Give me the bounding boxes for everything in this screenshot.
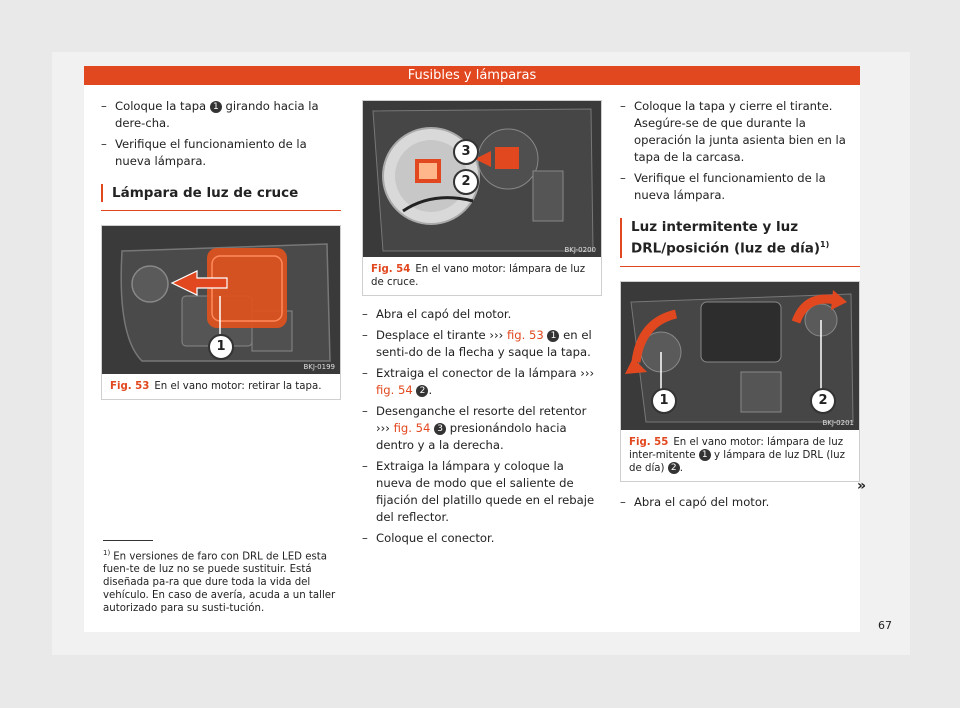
list-item: – Verifique el funcionamiento de la nueva lámpara. (101, 136, 341, 170)
section-title: Lámpara de luz de cruce (101, 184, 341, 202)
section-title: Luz intermitente y luz DRL/posición (luz de día)$^{1)}$ (620, 218, 860, 258)
figure-reference-link[interactable]: fig. 54 (393, 421, 431, 435)
column-middle (362, 100, 602, 551)
step-list (620, 98, 860, 204)
figure-53 (101, 225, 341, 400)
callout-badge: 2 (668, 462, 680, 474)
headlight-photo (363, 101, 601, 257)
column-right (620, 98, 860, 515)
step-list (362, 306, 602, 547)
section-heading (101, 184, 341, 211)
figure-caption: Fig. 53 En el vano motor: retirar la tapa. (110, 381, 322, 392)
list-item: – Desenganche el resorte del retentor ››› fig. 54 3 presionándolo hacia dentro y a la derecha. (362, 403, 602, 454)
figure-caption: Fig. 55 En el vano motor: lámpara de luz inter-mitente 1 y lámpara de luz DRL (luz de día) 2 . (629, 436, 845, 474)
callout-badge: 1 (547, 330, 559, 342)
callout-badge: 1 (699, 449, 711, 461)
continue-marker: » (857, 478, 867, 494)
step-list (620, 494, 860, 511)
figure-caption: Fig. 54 En el vano motor: lámpara de luz de cruce. (371, 264, 586, 288)
headlight-photo (621, 282, 859, 430)
callout-circle: 2 (453, 169, 479, 195)
list-item: – Extraiga el conector de la lámpara ››› fig. 54 2 . (362, 365, 602, 399)
callout-circle: 1 (208, 334, 234, 360)
page-number: 67 (878, 619, 892, 632)
figure-54 (362, 100, 602, 296)
figure-code: BKJ-0200 (564, 246, 596, 254)
list-item: – Coloque el conector. (362, 530, 602, 547)
list-item: – Abra el capó del motor. (362, 306, 602, 323)
list-item: – Desplace el tirante ››› fig. 53 1 en el senti-do de la flecha y saque la tapa. (362, 327, 602, 361)
callout-badge: 1 (210, 101, 222, 113)
figure-reference-link[interactable]: fig. 54 (376, 383, 413, 397)
callout-circle: 2 (810, 388, 836, 414)
list-item: – Extraiga la lámpara y coloque la nueva de modo que el saliente de fijación del platillo quede en el rebaje del reflector. (362, 458, 602, 526)
callout-badge: 2 (416, 385, 428, 397)
headlight-photo (102, 226, 340, 374)
list-item: – Verifique el funcionamiento de la nueva lámpara. (620, 170, 860, 204)
page-header: Fusibles y lámparas (84, 66, 860, 85)
callout-circle: 1 (651, 388, 677, 414)
column-left (101, 98, 341, 400)
step-list (101, 98, 341, 170)
footnote-divider (103, 540, 153, 541)
section-heading (620, 218, 860, 267)
callout-circle: 3 (453, 139, 479, 165)
lowbeam-bulb-illustration (363, 101, 601, 257)
figure-55 (620, 281, 860, 482)
list-item: – Coloque la tapa y cierre el tirante. Asegúre-se de que durante la operación la junta asienta bien en la tapa de la carcasa. (620, 98, 860, 166)
figure-code: BKJ-0201 (822, 418, 854, 427)
footnote: $^{1)}$ En versiones de faro con DRL de LED esta fuen-te de luz no se puede sustituir. Está diseñada pa-ra que dure toda la vida del vehículo. En caso de avería, acuda a un taller autorizado para su susti-tución. (103, 549, 336, 615)
callout-badge: 3 (434, 423, 446, 435)
figure-code: BKJ-0199 (303, 363, 335, 371)
list-item: – Coloque la tapa 1 girando hacia la dere-cha. (101, 98, 341, 132)
list-item: – Abra el capó del motor. (620, 494, 860, 511)
figure-reference-link[interactable]: fig. 53 (506, 328, 544, 342)
